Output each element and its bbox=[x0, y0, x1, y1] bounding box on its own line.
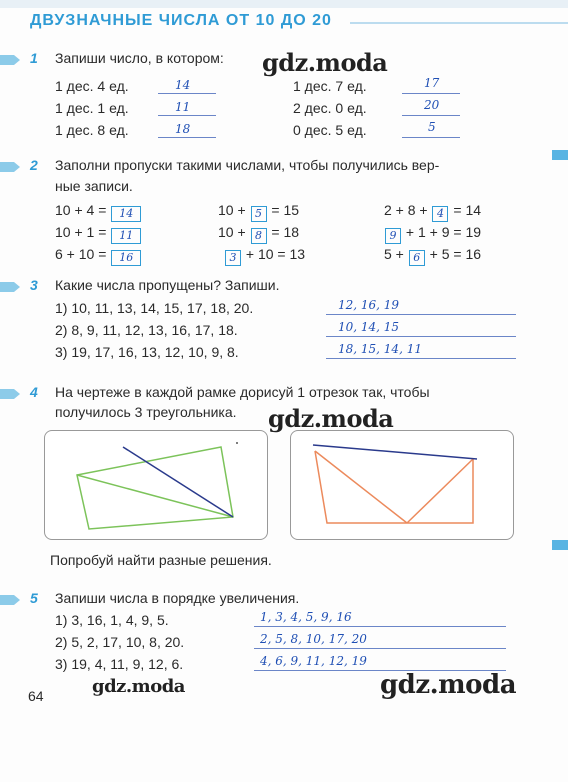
eq-part: 10 + bbox=[218, 224, 246, 240]
sequence: 1) 10, 11, 13, 14, 15, 17, 18, 20. bbox=[55, 300, 254, 316]
task-number: 5 bbox=[30, 590, 38, 606]
task-marker bbox=[0, 595, 20, 605]
task1-answer: 20 bbox=[424, 98, 440, 112]
answer-box: 14 bbox=[111, 206, 141, 222]
drawing-frame-right bbox=[290, 430, 514, 540]
eq-part: 6 + 10 = bbox=[55, 246, 107, 262]
task-text: получилось 3 треугольника. bbox=[55, 404, 237, 420]
triangle-drawing bbox=[45, 431, 267, 539]
eq-part: 2 + 8 + bbox=[384, 202, 428, 218]
side-marker bbox=[552, 540, 568, 550]
eq-part: = 14 bbox=[453, 202, 482, 218]
eq-part: = 18 bbox=[271, 224, 300, 240]
sequence-answer: 1, 3, 4, 5, 9, 16 bbox=[260, 610, 352, 624]
eq-part: 10 + 4 = bbox=[55, 202, 107, 218]
task-text: Запиши числа в порядке увеличения. bbox=[55, 590, 300, 606]
watermark: gdz.moda bbox=[262, 48, 388, 77]
task-text: Какие числа пропущены? Запиши. bbox=[55, 277, 280, 293]
task-number: 3 bbox=[30, 277, 38, 293]
eq-part: 5 + bbox=[384, 246, 404, 262]
equation bbox=[55, 202, 142, 222]
equation bbox=[384, 224, 481, 244]
equation bbox=[55, 224, 142, 244]
equation bbox=[218, 202, 299, 222]
answer-box: 16 bbox=[111, 250, 141, 266]
top-bar bbox=[0, 0, 568, 8]
task-marker bbox=[0, 55, 20, 65]
answer-box: 9 bbox=[385, 228, 401, 244]
task1-label: 0 дес. 5 ед. bbox=[293, 122, 367, 138]
answer-line bbox=[326, 358, 516, 359]
eq-part: 10 + 1 = bbox=[55, 224, 107, 240]
watermark: gdz.moda bbox=[92, 676, 185, 697]
equation bbox=[55, 246, 142, 266]
task-marker bbox=[0, 389, 20, 399]
task1-answer: 17 bbox=[424, 76, 440, 90]
task-marker bbox=[0, 282, 20, 292]
task-text: Запиши число, в котором: bbox=[55, 50, 224, 66]
equation bbox=[384, 246, 481, 266]
task1-label: 2 дес. 0 ед. bbox=[293, 100, 367, 116]
answer-line bbox=[326, 314, 516, 315]
hint-text: Попробуй найти разные решения. bbox=[50, 552, 272, 568]
task1-answer: 11 bbox=[175, 100, 191, 114]
answer-box: 8 bbox=[251, 228, 267, 244]
task-text: На чертеже в каждой рамке дорисуй 1 отрезок так, чтобы bbox=[55, 384, 430, 400]
watermark: gdz.moda bbox=[268, 404, 394, 433]
eq-part: + 5 = 16 bbox=[429, 246, 482, 262]
task1-label: 1 дес. 8 ед. bbox=[55, 122, 129, 138]
eq-part: 10 + bbox=[218, 202, 246, 218]
task1-label: 1 дес. 1 ед. bbox=[55, 100, 129, 116]
answer-line bbox=[254, 626, 506, 627]
answer-line bbox=[402, 115, 460, 116]
equation bbox=[218, 224, 299, 244]
task1-answer: 5 bbox=[428, 120, 436, 134]
answer-line bbox=[402, 137, 460, 138]
drawing-frame-left bbox=[44, 430, 268, 540]
watermark: gdz.moda bbox=[380, 670, 517, 700]
equation bbox=[384, 202, 481, 222]
task-text: Заполни пропуски такими числами, чтобы получились вер- bbox=[55, 157, 440, 173]
answer-box: 6 bbox=[409, 250, 425, 266]
equation bbox=[224, 246, 305, 266]
sequence-answer: 12, 16, 19 bbox=[338, 298, 400, 312]
task1-label: 1 дес. 4 ед. bbox=[55, 78, 129, 94]
task-number: 4 bbox=[30, 384, 38, 400]
answer-line bbox=[254, 648, 506, 649]
sequence: 2) 5, 2, 17, 10, 8, 20. bbox=[55, 634, 185, 650]
answer-line bbox=[158, 137, 216, 138]
task-number: 2 bbox=[30, 157, 38, 173]
sequence: 3) 19, 17, 16, 13, 12, 10, 9, 8. bbox=[55, 344, 239, 360]
answer-line bbox=[158, 93, 216, 94]
sequence: 1) 3, 16, 1, 4, 9, 5. bbox=[55, 612, 169, 628]
sequence-answer: 2, 5, 8, 10, 17, 20 bbox=[260, 632, 367, 646]
answer-line bbox=[158, 115, 216, 116]
page-heading: ДВУЗНАЧНЫЕ ЧИСЛА ОТ 10 ДО 20 bbox=[30, 12, 332, 29]
answer-box: 4 bbox=[432, 206, 448, 222]
page-number: 64 bbox=[28, 688, 44, 704]
sequence: 3) 19, 4, 11, 9, 12, 6. bbox=[55, 656, 184, 672]
sequence-answer: 4, 6, 9, 11, 12, 19 bbox=[260, 654, 367, 668]
task-number: 1 bbox=[30, 50, 38, 66]
sequence-answer: 10, 14, 15 bbox=[338, 320, 400, 334]
eq-part: = 15 bbox=[271, 202, 300, 218]
triangle-drawing bbox=[291, 431, 513, 539]
task-text: ные записи. bbox=[55, 178, 133, 194]
sequence: 2) 8, 9, 11, 12, 13, 16, 17, 18. bbox=[55, 322, 238, 338]
task1-label: 1 дес. 7 ед. bbox=[293, 78, 367, 94]
answer-box: 5 bbox=[251, 206, 267, 222]
task1-answer: 18 bbox=[175, 122, 191, 136]
answer-line bbox=[326, 336, 516, 337]
eq-part: + 10 = 13 bbox=[245, 246, 306, 262]
side-marker bbox=[552, 150, 568, 160]
sequence-answer: 18, 15, 14, 11 bbox=[338, 342, 422, 356]
heading-rule bbox=[350, 22, 568, 24]
eq-part: + 1 + 9 = 19 bbox=[405, 224, 482, 240]
answer-box: 11 bbox=[111, 228, 141, 244]
task1-answer: 14 bbox=[175, 78, 191, 92]
answer-line bbox=[402, 93, 460, 94]
answer-box: 3 bbox=[225, 250, 241, 266]
task-marker bbox=[0, 162, 20, 172]
